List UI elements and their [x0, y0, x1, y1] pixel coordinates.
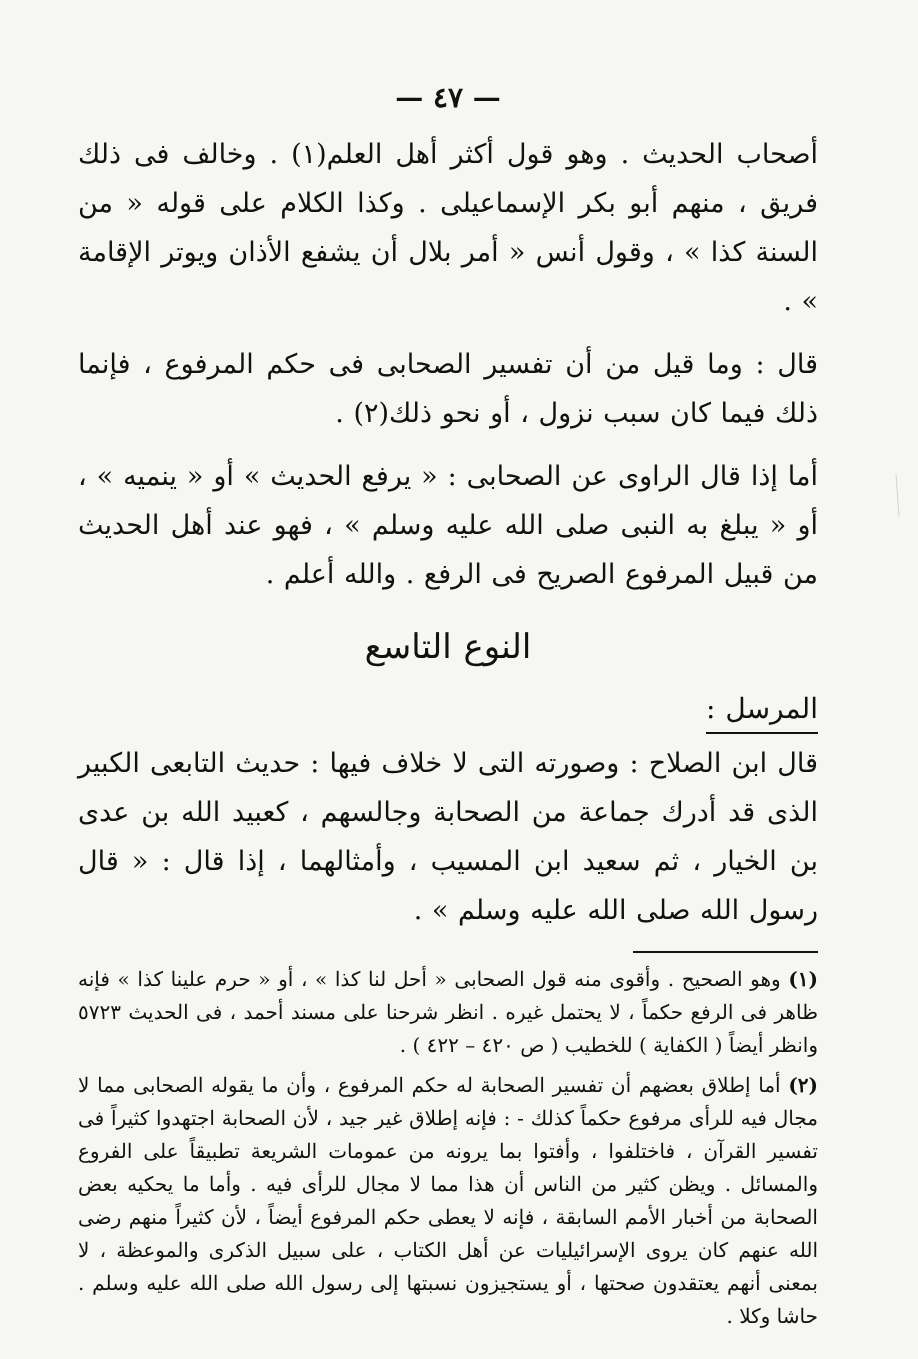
main-paragraph-1: أصحاب الحديث . وهو قول أكثر أهل العلم(١) . وخالف فى ذلك فريق ، منهم أبو بكر الإسماعيلى . وكذا الكلام على قوله « من السنة كذا » ، وقول أنس « أمر بلال أن يشفع الأذان ويوتر الإقامة » .: [78, 139, 818, 317]
footnote-1: [78, 963, 818, 1062]
footnote-number: (١): [788, 967, 818, 991]
subsection-heading: المرسل :: [706, 686, 818, 734]
footnotes: [78, 963, 818, 1333]
book-page: [78, 78, 818, 1328]
footnote-text: أما إطلاق بعضهم أن تفسير الصحابة له حكم المرفوع ، وأن ما يقوله الصحابى مما لا مجال فيه للرأى مرفوع حكماً كذلك - : فإنه إطلاق غير جيد ، لأن الصحابة اجتهدوا كثيراً فى تفسير القرآن ، فاختلفوا ، وأفتوا بما يرونه من عمومات الشريعة تطبيقاً على الفروع والمسائل . ويظن كثير من الناس أن هذا مما لا مجال للرأى فيه . وأما ما يحكيه بعض الصحابة من أخبار الأمم السابقة ، فإنه لا يعطى حكم المرفوع أيضاً ، لأن كثيراً منهم رضى الله عنهم كان يروى الإسرائيليات عن أهل الكتاب ، على سبيل الذكرى والموعظة ، لا بمعنى أنهم يعتقدون صحتها ، أو يستجيزون نسبتها إلى رسول الله صلى الله عليه وسلم . حاشا وكلا .: [78, 1073, 818, 1328]
section-paragraph: قال ابن الصلاح : وصورته التى لا خلاف فيها : حديث التابعى الكبير الذى قد أدرك جماعة من الصحابة وجالسهم ، كعبيد الله بن عدى بن الخيار ، ثم سعيد ابن المسيب ، وأمثالهما ، إذا قال : « قال رسول الله صلى الله عليه وسلم » .: [78, 748, 818, 926]
page-number: — ٤٧ —: [395, 81, 501, 114]
footnote-number: (٢): [788, 1073, 818, 1097]
main-paragraph-2: قال : وما قيل من أن تفسير الصحابى فى حكم المرفوع ، فإنما ذلك فيما كان سبب نزول ، أو نحو ذلك(٢) .: [78, 349, 818, 429]
main-paragraph-3: أما إذا قال الراوى عن الصحابى : « يرفع الحديث » أو « ينميه » ، أو « يبلغ به النبى صلى الله عليه وسلم » ، فهو عند أهل الحديث من قبيل المرفوع الصريح فى الرفع . والله أعلم .: [78, 461, 818, 590]
scan-mark: [888, 475, 900, 518]
footnote-separator: [633, 951, 818, 953]
main-text: [78, 130, 818, 935]
footnote-text: وهو الصحيح . وأقوى منه قول الصحابى « أحل لنا كذا » ، أو « حرم علينا كذا » فإنه ظاهر فى الرفع حكماً ، لا يحتمل غيره . انظر شرحنا على مسند أحمد ، فى الحديث ٥٧٢٣ وانظر أيضاً ( الكفاية ) للخطيب ( ص ٤٢٠ – ٤٢٢ ) .: [78, 967, 818, 1057]
section-title: النوع التاسع: [364, 627, 532, 667]
footnote-2: [78, 1069, 818, 1333]
